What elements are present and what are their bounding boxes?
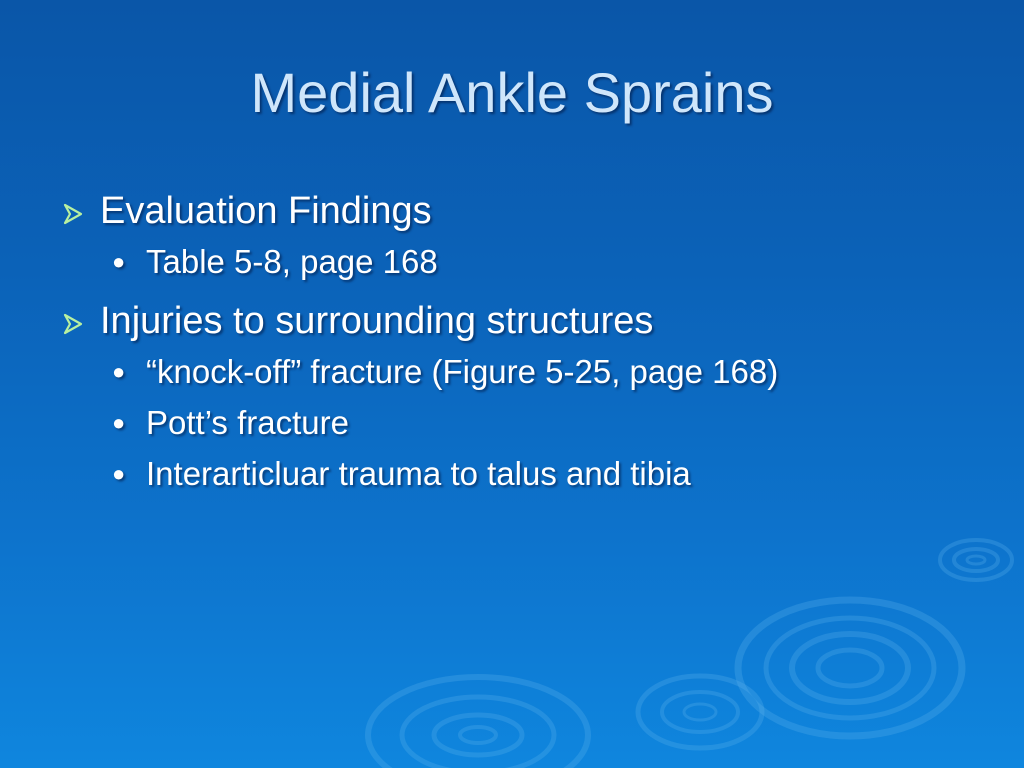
arrow-bullet-icon bbox=[62, 192, 100, 235]
arrow-bullet-icon bbox=[62, 302, 100, 345]
sub-bullet-item bbox=[112, 353, 982, 391]
sub-bullet-text: “knock-off” fracture (Figure 5-25, page 168) bbox=[146, 353, 779, 390]
bullet-list bbox=[62, 190, 982, 506]
dot-bullet-icon: ● bbox=[112, 249, 126, 274]
dot-bullet-icon: ● bbox=[112, 410, 126, 435]
sub-bullet-text: Interarticluar trauma to talus and tibia bbox=[146, 455, 691, 492]
bullet-item bbox=[62, 190, 982, 233]
dot-bullet-icon: ● bbox=[112, 461, 126, 486]
bullet-item bbox=[62, 300, 982, 343]
sub-bullet-item bbox=[112, 455, 982, 493]
sub-bullet-item bbox=[112, 243, 982, 281]
bullet-text: Evaluation Findings bbox=[100, 190, 432, 232]
bullet-text: Injuries to surrounding structures bbox=[100, 300, 654, 342]
slide-title: Medial Ankle Sprains bbox=[250, 61, 774, 124]
dot-bullet-icon: ● bbox=[112, 359, 126, 384]
sub-bullet-item bbox=[112, 404, 982, 442]
sub-bullet-text: Pott’s fracture bbox=[146, 404, 349, 441]
sub-bullet-text: Table 5-8, page 168 bbox=[146, 243, 438, 280]
